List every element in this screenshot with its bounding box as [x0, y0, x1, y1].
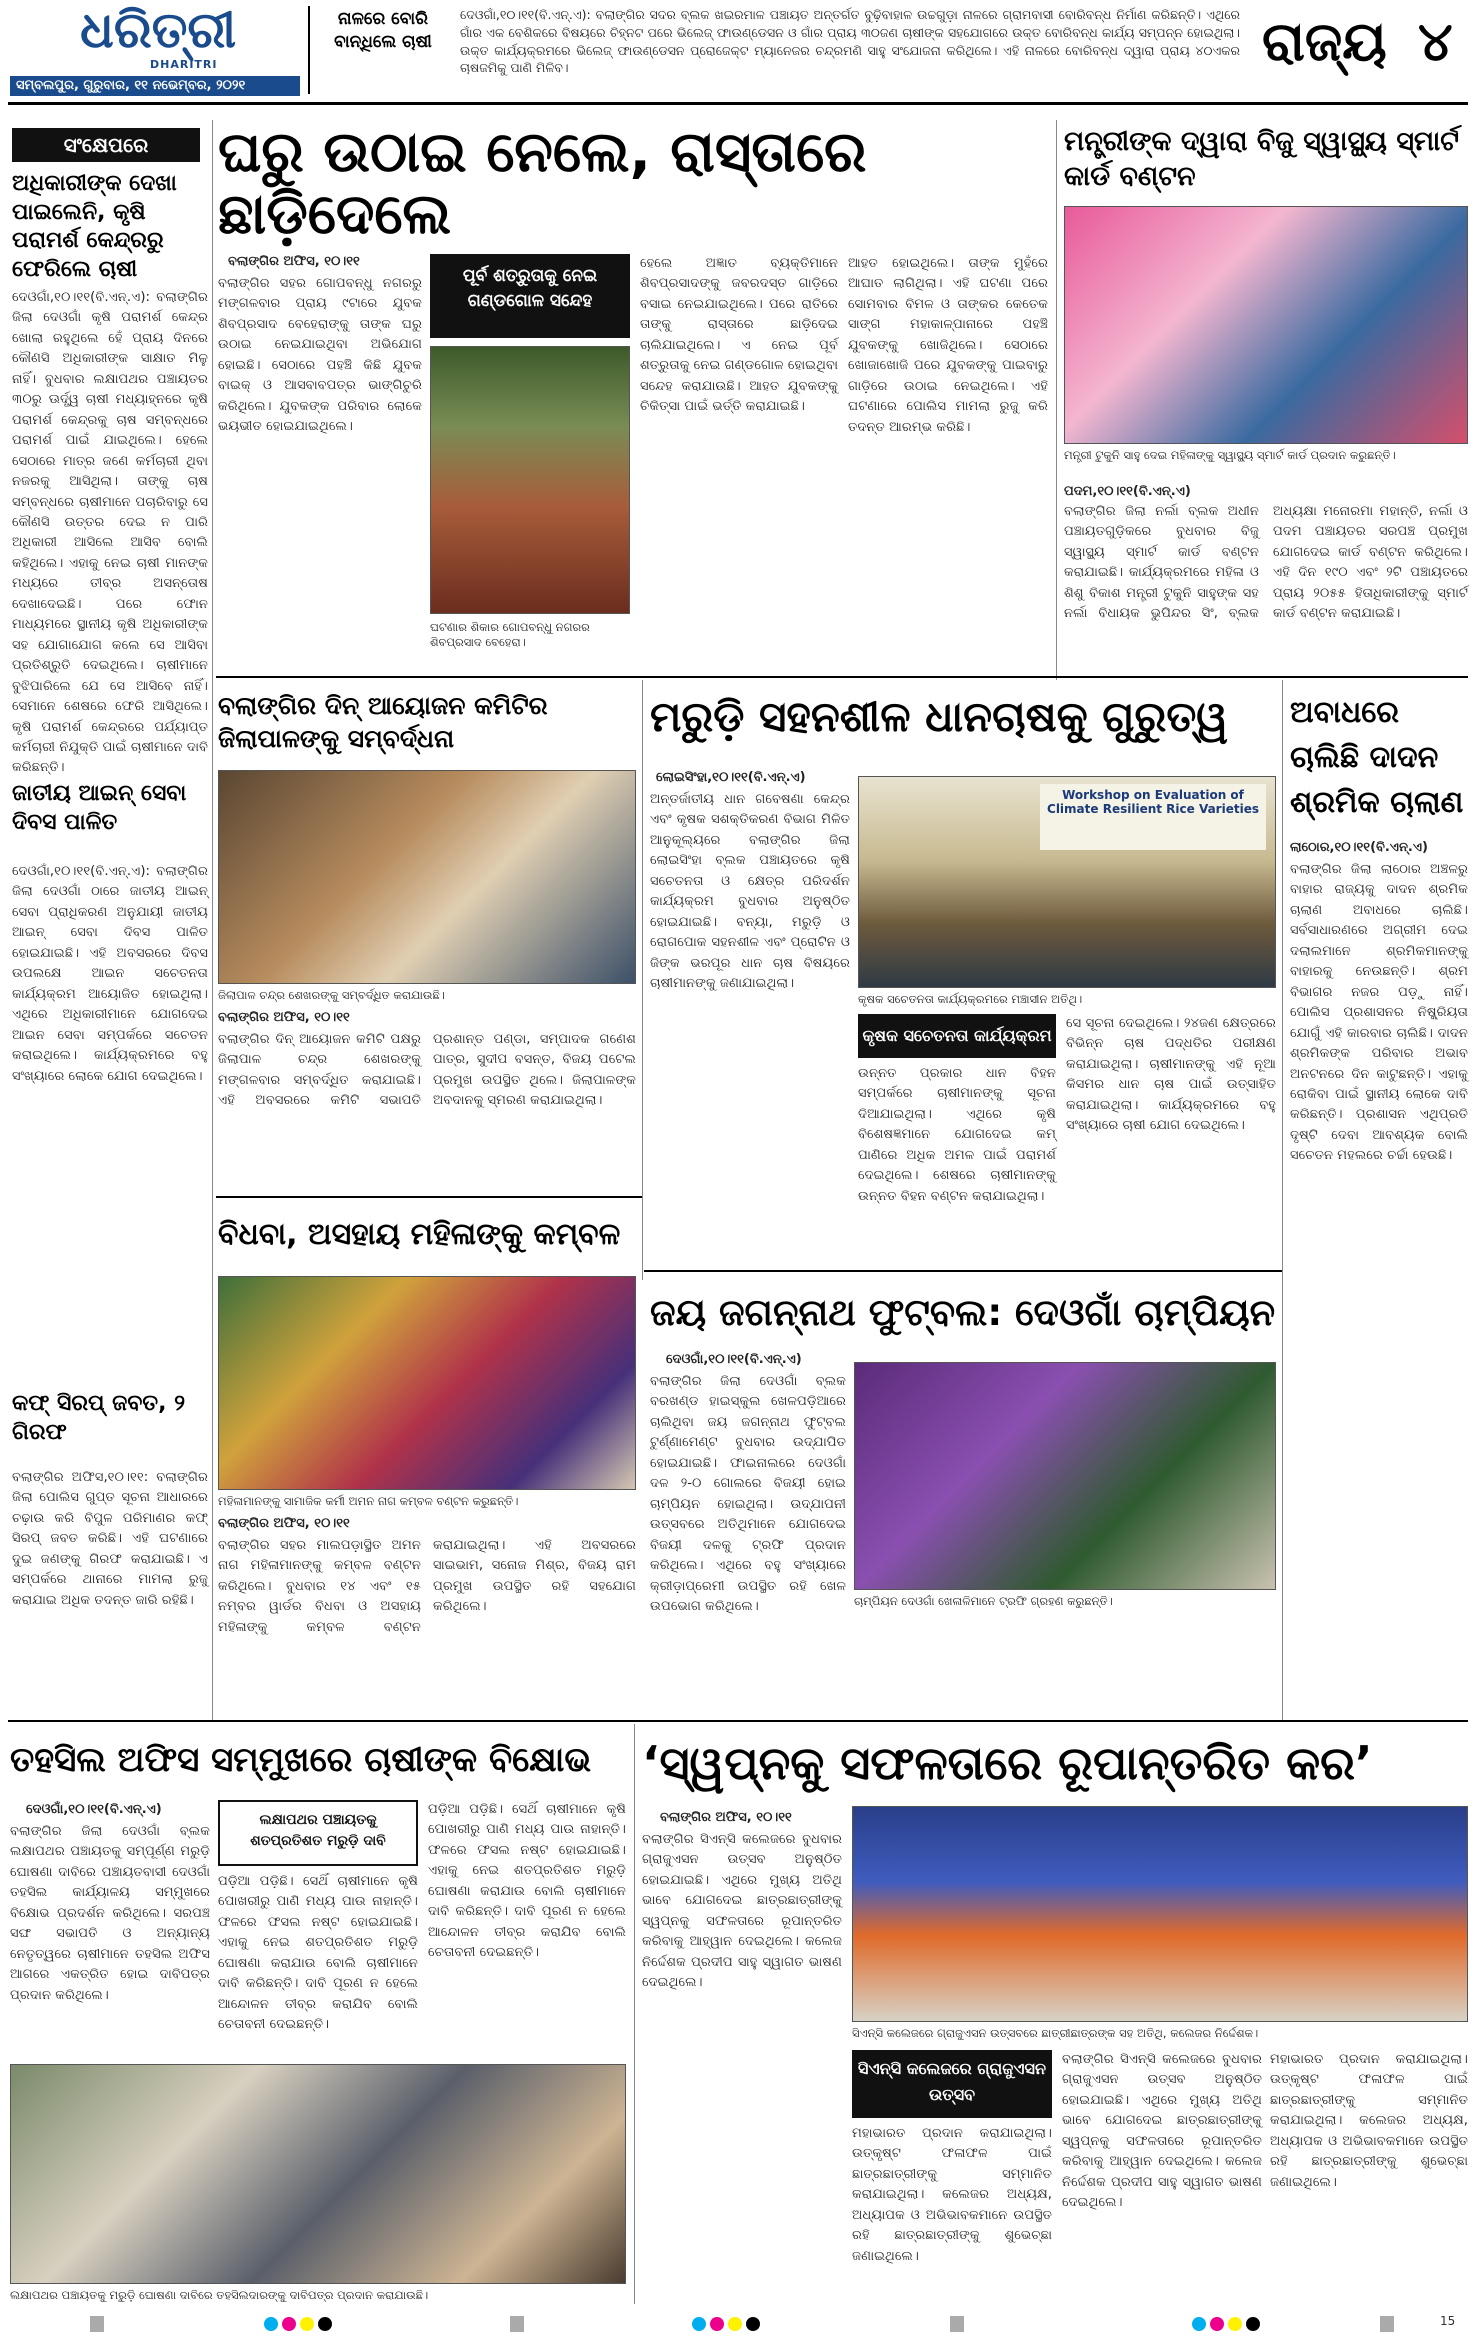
brief-label: ସଂକ୍ଷେପରେ [12, 128, 200, 162]
tahasil-body-2b: ପଡ଼ିଆ ପଡ଼ିଛି। ସେଥିଁ ଚାଷୀମାନେ କୃଷି ପୋଖରୀରୁ ପାଣି ମଧ୍ୟ ପାଉ ନାହାନ୍ତି। ଫଳରେ ଫସଲ ନଷ୍ଟ ହୋଇଯାଇଛି। ଏହାକୁ ନେଇ ଶତପ୍ରତିଶତ ମରୁଡ଼ି ଘୋଷଣା କରାଯାଉ ବୋଲି ଚାଷୀମାନେ ଦାବି କରିଛନ୍ତି। ଦାବି ପୂରଣ ନ ହେଲେ ଆନ୍ଦୋଳନ ତୀବ୍ର କରାଯିବ ବୋଲି ଚେତାବନୀ ଦେଇଛନ୍ତି। [218, 1874, 418, 2033]
lead-dateline: ବଲାଙ୍ଗିର ଅଫିସ, ୧୦।୧୧ [228, 254, 360, 269]
registration-bar-far-right [1380, 2316, 1394, 2332]
health-dateline: ପଦମ,୧୦।୧୧(ବି.ଏନ୍.ଏ) [1064, 484, 1191, 499]
teaser-title: ନାଳରେ ବୋରି ବାନ୍ଧିଲେ ଚାଷୀ [334, 9, 432, 52]
graduation-body-3: ବଲାଙ୍ଗିର ସିଏନ୍‌ସି କଲେଜରେ ବୁଧବାର ଗ୍ରାଜୁଏସନ ଉତ୍ସବ ଅନୁଷ୍ଠିତ ହୋଇଯାଇଛି। ଏଥିରେ ମୁଖ୍ୟ ଅତିଥି ଭାବେ ଯୋଗଦେଇ ଛାତ୍ରଛାତ୍ରୀଙ୍କୁ ସ୍ୱପ୍ନକୁ ସଫଳତାରେ ରୂପାନ୍ତରିତ କରିବାକୁ ଆହ୍ୱାନ ଦେଇଥିଲେ। କଲେଜ ନିର୍ଦ୍ଦେଶକ ପ୍ରଦୀପ ସାହୁ ସ୍ୱାଗତ ଭାଷଣ ଦେଇଥିଲେ। [1062, 2052, 1262, 2211]
graduation-sidebar-box: ସିଏନ୍‌ସି କଲେଜରେ ଗ୍ରାଜୁଏସନ ଉତ୍ସବ [852, 2050, 1052, 2118]
paddy-column-rule [642, 680, 643, 1280]
tahasil-photo [10, 2064, 626, 2284]
tahasil-body-1: ବଲାଙ୍ଗିର ଜିଲା ଦେଓଗାଁ ବ୍ଲକ ଲକ୍ଷାପଥର ପଞ୍ଚାୟତକୁ ସମ୍ପୂର୍ଣ୍ଣ ମରୁଡ଼ି ଘୋଷଣା ଦାବିରେ ପଞ୍ଚାୟତବାସୀ ଦେଓଗାଁ ତହସିଲ କାର୍ଯ୍ୟାଳୟ ସମ୍ମୁଖରେ ବିକ୍ଷୋଭ ପ୍ରଦର୍ଶନ କରିଥିଲେ। ସରପଞ୍ଚ ସଙ୍ଘ ସଭାପତି ଓ ଅନ୍ୟାନ୍ୟ ନେତୃତ୍ୱରେ ଚାଷୀମାନେ ତହସିଲ ଅଫିସ ଆଗରେ ଏକତ୍ରିତ ହୋଇ ଦାବିପତ୍ର ପ୍ରଦାନ କରିଥିଲେ। [10, 1824, 210, 2003]
registration-dots-left [262, 2316, 334, 2335]
page-number-top: ୪ [1418, 10, 1453, 73]
lead-photo [430, 346, 630, 614]
paddy-headline: ମରୁଡ଼ି ସହନଶୀଳ ଧାନଚାଷକୁ ଗୁରୁତ୍ୱ [650, 692, 1228, 741]
registration-bar-right [950, 2316, 964, 2332]
paddy-banner: Workshop on Evaluation of Climate Resilient Rice Varieties [1040, 784, 1266, 850]
collector-photo [218, 770, 636, 984]
paddy-dateline: ଲୋଇସିଂହା,୧୦।୧୧(ବି.ଏନ୍.ଏ) [656, 770, 806, 785]
lead-photo-caption: ଘଟଣାର ଶିକାର ଗୋପବନ୍ଧୁ ନଗରର ଶିବପ୍ରସାଦ ବେହେରା। [430, 620, 590, 649]
paddy-photo-caption: କୃଷକ ସଚେତନତା କାର୍ଯ୍ୟକ୍ରମରେ ମଞ୍ଚାସୀନ ଅତିଥି। [858, 992, 1083, 1006]
masthead [0, 0, 1476, 100]
lead-body-3: ଆହତ ହୋଇଥିଲେ। ତାଙ୍କ ମୁହଁରେ ଆଘାତ ଲାଗିଥିଲା। ଏହି ଘଟଣା ପରେ ସୋମବାର ବିମଳ ଓ ତାଙ୍କର କେତେକ ସାଙ୍ଗ ମହାକାଳ୍ପାନାରେ ପହଞ୍ଚି ଯୁବକଙ୍କୁ ଖୋଜିଥିଲେ। ସେଠାରେ ଖୋଜାଖୋଜି ପରେ ଯୁବକଙ୍କୁ ପାଇବାରୁ ଗାଡ଼ିରେ ଉଠାଇ ନେଇଥିଲେ। ଏହି ଘଟଣାରେ ପୋଲିସ ମାମଲା ରୁଜୁ କରି ତଦନ୍ତ ଆରମ୍ଭ କରିଛି। [848, 256, 1048, 435]
blanket-photo [218, 1276, 636, 1490]
lead-sidebar-box: ପୂର୍ବ ଶତ୍ରୁତାକୁ ନେଇ ଗଣ୍ଡଗୋଳ ସନ୍ଦେହ [430, 254, 630, 338]
graduation-photo-caption: ସିଏନ୍‌ସି କଲେଜରେ ଗ୍ରାଜୁଏସନ ଉତ୍ସବରେ ଛାତ୍ରୀଛାତ୍ରଙ୍କ ସହ ଅତିଥି, କଲେଜର ନିର୍ଦ୍ଦେଶକ। [852, 2026, 1259, 2040]
tahasil-headline: ତହସିଲ ଅଫିସ ସମ୍ମୁଖରେ ଚାଷୀଙ୍କ ବିକ୍ଷୋଭ [10, 1740, 592, 1780]
collector-dateline: ବଲାଙ୍ଗିର ଅଫିସ, ୧୦।୧୧ [218, 1010, 350, 1025]
section-title: ରାଜ୍ୟ [1262, 10, 1387, 73]
graduation-body-4: ମହାଭାରତ ପ୍ରଦାନ କରାଯାଇଥିଲା। ଉତ୍କୃଷ୍ଟ ଫଳାଫଳ ପାଇଁ ଛାତ୍ରଛାତ୍ରୀଙ୍କୁ ସମ୍ମାନିତ କରାଯାଇଥିଲା। କଲେଜର ଅଧ୍ୟକ୍ଷ, ଅଧ୍ୟାପକ ଓ ଅଭିଭାବକମାନେ ଉପସ୍ଥିତ ରହି ଛାତ୍ରଛାତ୍ରୀଙ୍କୁ ଶୁଭେଚ୍ଛା ଜଣାଇଥିଲେ। [1270, 2052, 1468, 2190]
brief-2-title: ଜାତୀୟ ଆଇନ୍ ସେବା ଦିବସ ପାଳିତ [12, 781, 187, 835]
paddy-body-3: ସେ ସୂଚନା ଦେଇଥିଲେ। ୨୪ଜଣ କ୍ଷେତ୍ରରେ ବିଭିନ୍ନ ଚାଷ ପଦ୍ଧତିର ପରୀକ୍ଷଣ କରାଯାଇଥିଲା। ଚାଷୀମାନଙ୍କୁ ଏହି ନୂଆ କିସମର ଧାନ ଚାଷ ପାଇଁ ଉତ୍ସାହିତ କରାଯାଇଥିଲା। କାର୍ଯ୍ୟକ୍ରମରେ ବହୁ ସଂଖ୍ୟାରେ ଚାଷୀ ଯୋଗ ଦେଇଥିଲେ। [1066, 1016, 1276, 1134]
rule-football-top [644, 1270, 1282, 1272]
graduation-photo [852, 1806, 1468, 2022]
masthead-rule [8, 102, 1468, 105]
football-headline: ଜୟ ଜଗନ୍ନାଥ ଫୁଟ୍‌ବଲ: ଦେଓଗାଁ ଚାମ୍ପିୟନ [650, 1291, 1276, 1334]
paddy-body-2: ଉନ୍ନତ ପ୍ରକାର ଧାନ ବିହନ ସମ୍ପର୍କରେ ଚାଷୀମାନଙ୍କୁ ସୂଚନା ଦିଆଯାଇଥିଲା। ଏଥିରେ କୃଷି ବିଶେଷଜ୍ଞମାନେ ଯୋଗଦେଇ କମ୍ ପାଣିରେ ଅଧିକ ଅମଳ ପାଇଁ ପରାମର୍ଶ ଦେଇଥିଲେ। ଶେଷରେ ଚାଷୀମାନଙ୍କୁ ଉନ୍ନତ ବିହନ ବଣ୍ଟନ କରାଯାଇଥିଲା। [858, 1066, 1056, 1204]
logo: ଧରିତ୍ରୀ [80, 1, 237, 59]
rule-row-3 [8, 1720, 1468, 1722]
paddy-body-1: ଅନ୍ତର୍ଜାତୀୟ ଧାନ ଗବେଷଣା କେନ୍ଦ୍ର ଏବଂ କୃଷକ ସଶକ୍ତିକରଣ ବିଭାଗ ମିଳିତ ଆନୁକୂଲ୍ୟରେ ବଲାଙ୍ଗିର ଜିଲା ଲୋଇସିଂହା ବ୍ଲକ ପଞ୍ଚାୟତରେ କୃଷି ସଚେତନତା ଓ କ୍ଷେତ୍ର ପରିଦର୍ଶନ କାର୍ଯ୍ୟକ୍ରମ ବୁଧବାର ଅନୁଷ୍ଠିତ ହୋଇଯାଇଛି। ବନ୍ୟା, ମରୁଡ଼ି ଓ ରୋଗପୋକ ସହନଶୀଳ ଏବଂ ପ୍ରୋଟିନ ଓ ଜିଙ୍କ ଭରପୂର ଧାନ ଚାଷ ବିଷୟରେ ଚାଷୀମାନଙ୍କୁ ଜଣାଯାଇଥିଲା। [650, 792, 850, 992]
registration-dots-right [1190, 2316, 1262, 2335]
labour-dateline: ଲାଠୋର,୧୦।୧୧(ବି.ଏନ୍.ଏ) [1290, 840, 1428, 855]
tahasil-sidebar-box: ଲକ୍ଷାପଥର ପଞ୍ଚାୟତକୁ ଶତପ୍ରତିଶତ ମରୁଡ଼ି ଦାବି [218, 1800, 418, 1866]
brief-1-title: ଅଧିକାରୀଙ୍କ ଦେଖା ପାଇଲେନି, କୃଷି ପରାମର୍ଶ କେନ୍ଦ୍ରରୁ ଫେରିଲେ ଚାଷୀ [12, 171, 177, 282]
rule-row-1 [216, 676, 1468, 678]
blanket-headline: ବିଧବା, ଅସହାୟ ମହିଳାଙ୍କୁ କମ୍ବଳ [218, 1217, 621, 1252]
tahasil-photo-caption: ଲକ୍ଷାପଥର ପଞ୍ଚାୟତକୁ ମରୁଡ଼ି ଘୋଷଣା ଦାବିରେ ତହସିଲଦାରଙ୍କୁ ଦାବିପତ୍ର ପ୍ରଦାନ କରାଯାଉଛି। [10, 2288, 429, 2302]
brief-3-title: କଫ୍ ସିରପ୍ ଜବତ, ୨ ଗିରଫ [12, 1391, 186, 1445]
footer-page-number: 15 [1440, 2314, 1456, 2328]
graduation-headline: ‘ସ୍ୱପ୍ନକୁ ସଫଳତାରେ ରୂପାନ୍ତରିତ କର’ [642, 1736, 1373, 1790]
tahasil-dateline: ଦେଓଗାଁ,୧୦।୧୧(ବି.ଏନ୍.ଏ) [26, 1802, 162, 1817]
labour-headline: ଅବାଧରେ ଚାଲିଛି ଦାଦନ ଶ୍ରମିକ ଚାଲାଣ [1290, 695, 1464, 820]
lead-body-2: ହେଲେ ଅଜ୍ଞାତ ବ୍ୟକ୍ତିମାନେ ଶିବପ୍ରସାଦଙ୍କୁ ଜବରଦସ୍ତ ଗାଡ଼ିରେ ବସାଇ ନେଇଯାଇଥିଲେ। ପରେ ରାତିରେ ତାଙ୍କୁ ରାସ୍ତାରେ ଛାଡ଼ିଦେଇ ଚାଲିଯାଇଥିଲେ। ଏ ନେଇ ପୂର୍ବ ଶତ୍ରୁତାକୁ ନେଇ ଗଣ୍ଡଗୋଳ ହୋଇଥିବା ସନ୍ଦେହ କରାଯାଉଛି। ଆହତ ଯୁବକଙ୍କୁ ଚିକିତ୍ସା ପାଇଁ ଭର୍ତ୍ତି କରାଯାଇଛି। [640, 256, 838, 415]
tahasil-body-2: ପଡ଼ିଆ ପଡ଼ିଛି। ସେଥିଁ ଚାଷୀମାନେ କୃଷି ପୋଖରୀରୁ ପାଣି ମଧ୍ୟ ପାଉ ନାହାନ୍ତି। ଫଳରେ ଫସଲ ନଷ୍ଟ ହୋଇଯାଇଛି। ଏହାକୁ ନେଇ ଶତପ୍ରତିଶତ ମରୁଡ଼ି ଘୋଷଣା କରାଯାଉ ବୋଲି ଚାଷୀମାନେ ଦାବି କରିଛନ୍ତି। ଦାବି ପୂରଣ ନ ହେଲେ ଆନ୍ଦୋଳନ ତୀବ୍ର କରାଯିବ ବୋଲି ଚେତାବନୀ ଦେଇଛନ୍ତି। [428, 1802, 626, 1961]
blanket-photo-caption: ମହିଳାମାନଙ୍କୁ ସାମାଜିକ କର୍ମୀ ଅମନ ନାଗ କମ୍ବଳ ବଣ୍ଟନ କରୁଛନ୍ତି। [218, 1494, 519, 1508]
blanket-body: ବଲାଙ୍ଗିର ସହର ମାଲପଡ଼ାସ୍ଥିତ ଅମନ ନାଗ ମହିଳାମାନଙ୍କୁ କମ୍ବଳ ବଣ୍ଟନ କରିଥିଲେ। ବୁଧବାର ୧୪ ଏବଂ ୧୫ ନମ୍ବର ୱାର୍ଡର ବିଧବା ଓ ଅସହାୟ ମହିଳାଙ୍କୁ କମ୍ବଳ ବଣ୍ଟନ କରାଯାଇଥିଲା। ଏହି ଅବସରରେ ସାଇଭାମ, ସନୋଜ ମିଶ୍ର, ବିଜୟ ରାମ ପ୍ରମୁଖ ଉପସ୍ଥିତ ରହି ସହଯୋଗ କରିଥିଲେ। [218, 1538, 636, 1635]
collector-photo-caption: ଜିଲାପାଳ ଚନ୍ଦ୍ର ଶେଖରଙ୍କୁ ସମ୍ବର୍ଦ୍ଧିତ କରାଯାଉଛି। [218, 988, 445, 1002]
logo-sub: DHARITRI [150, 58, 218, 71]
brief-2-body: ଦେଓଗାଁ,୧୦।୧୧(ବି.ଏନ୍.ଏ): ବଲାଙ୍ଗିର ଜିଲା ଦେଓଗାଁ ଠାରେ ଜାତୀୟ ଆଇନ୍ ସେବା ପ୍ରାଧିକରଣ ଅନୁଯାୟୀ ଜାତୀୟ ଆଇନ୍ ସେବା ଦିବସ ପାଳିତ ହୋଇଯାଇଛି। ଏହି ଅବସରରେ ଦିବସ ଉପଲକ୍ଷେ ଆଇନ ସଚେତନତା କାର୍ଯ୍ୟକ୍ରମ ଆୟୋଜିତ ହୋଇଥିଲା। ଏଥିରେ ଅଧିକାରୀମାନେ ଯୋଗଦେଇ ଆଇନ ସେବା ସମ୍ପର୍କରେ ସଚେତନ କରାଇଥିଲେ। କାର୍ଯ୍ୟକ୍ରମରେ ବହୁ ସଂଖ୍ୟାରେ ଲୋକେ ଯୋଗ ଦେଇଥିଲେ। [12, 864, 208, 1084]
brief-column-rule [212, 120, 213, 1720]
rule-blanket-top [216, 1196, 642, 1198]
registration-bar-left [90, 2316, 104, 2332]
football-body: ବଲାଙ୍ଗିର ଜିଲା ଦେଓଗାଁ ବ୍ଲକ ବରଖଣ୍ଡ ହାଇସ୍କୁଲ ଖେଳପଡ଼ିଆରେ ଚାଲିଥିବା ଜୟ ଜଗନ୍ନାଥ ଫୁଟ୍‌ବଲ ଟୁର୍ଣ୍ଣାମେଣ୍ଟ ବୁଧବାର ଉଦ୍‌ଯାପିତ ହୋଇଯାଇଛି। ଫାଇନାଲରେ ଦେଓଗାଁ ଦଳ ୨-୦ ଗୋଲରେ ବିଜୟୀ ହୋଇ ଚାମ୍ପିୟନ ହୋଇଥିଲା। ଉଦ୍‌ଯାପନୀ ଉତ୍ସବରେ ଅତିଥିମାନେ ଯୋଗଦେଇ ବିଜୟୀ ଦଳକୁ ଟ୍ରଫି ପ୍ରଦାନ କରିଥିଲେ। ଏଥିରେ ବହୁ ସଂଖ୍ୟାରେ କ୍ରୀଡ଼ାପ୍ରେମୀ ଉପସ୍ଥିତ ରହି ଖେଳ ଉପଭୋଗ କରିଥିଲେ। [650, 1374, 846, 1614]
health-photo-caption: ମନ୍ତ୍ରୀ ଟୁକୁନି ସାହୁ ଦେଇ ମହିଳାଙ୍କୁ ସ୍ୱାସ୍ଥ୍ୟ ସ୍ମାର୍ଟ କାର୍ଡ ପ୍ରଦାନ କରୁଛନ୍ତି। [1064, 448, 1396, 462]
labour-body: ବଲାଙ୍ଗିର ଜିଲା ଲାଠୋର ଅଞ୍ଚଳରୁ ବାହାର ରାଜ୍ୟକୁ ଦାଦନ ଶ୍ରମିକ ଚାଲାଣ ଅବାଧରେ ଚାଲିଛି। ସର୍ବସାଧାରଣରେ ଅଗ୍ରୀମ ଦେଇ ଦଲାଲମାନେ ଶ୍ରମିକମାନଙ୍କୁ ବାହାରକୁ ନେଉଛନ୍ତି। ଶ୍ରମ ବିଭାଗର ନଜର ପଡ଼ୁ ନାହିଁ। ପୋଲିସ ପ୍ରଶାସନର ନିଷ୍କ୍ରିୟତା ଯୋଗୁଁ ଏହି କାରବାର ଚାଲିଛି। ଦାଦନ ଶ୍ରମିକଙ୍କ ପରିବାର ଅଭାବ ଅନଟନରେ ଦିନ କାଟୁଛନ୍ତି। ଏହାକୁ ରୋକିବା ପାଇଁ ସ୍ଥାନୀୟ ଲୋକେ ଦାବି କରିଛନ୍ତି। ପ୍ରଶାସନ ଏଥିପ୍ରତି ଦୃଷ୍ଟି ଦେବା ଆବଶ୍ୟକ ବୋଲି ସଚେତନ ମହଲରେ ଚର୍ଚ୍ଚା ହେଉଛି। [1290, 862, 1468, 1164]
labour-column-rule [1282, 680, 1283, 1720]
dateline-bar: ସମ୍ବଲପୁର, ଗୁରୁବାର, ୧୧ ନଭେମ୍ବର, ୨୦୨୧ [10, 76, 300, 96]
registration-bar-mid [510, 2316, 524, 2332]
graduation-dateline: ବଲାଙ୍ଗିର ଅଫିସ, ୧୦।୧୧ [660, 1810, 792, 1825]
graduation-body-1: ବଲାଙ୍ଗିର ସିଏନ୍‌ସି କଲେଜରେ ବୁଧବାର ଗ୍ରାଜୁଏସନ ଉତ୍ସବ ଅନୁଷ୍ଠିତ ହୋଇଯାଇଛି। ଏଥିରେ ମୁଖ୍ୟ ଅତିଥି ଭାବେ ଯୋଗଦେଇ ଛାତ୍ରଛାତ୍ରୀଙ୍କୁ ସ୍ୱପ୍ନକୁ ସଫଳତାରେ ରୂପାନ୍ତରିତ କରିବାକୁ ଆହ୍ୱାନ ଦେଇଥିଲେ। କଲେଜ ନିର୍ଦ୍ଦେଶକ ପ୍ରଦୀପ ସାହୁ ସ୍ୱାଗତ ଭାଷଣ ଦେଇଥିଲେ। [642, 1832, 842, 1991]
brief-1-body: ଦେଓଗାଁ,୧୦।୧୧(ବି.ଏନ୍.ଏ): ବଲାଙ୍ଗିର ଜିଲା ଦେଓଗାଁ କୃଷି ପରାମର୍ଶ କେନ୍ଦ୍ର ଖୋଲା ରହୁଥିଲେ ହେଁ ପ୍ରାୟ ଦିନରେ କୌଣସି ଅଧିକାରୀଙ୍କ ସାକ୍ଷାତ ମିଳୁ ନାହିଁ। ବୁଧବାର ଲକ୍ଷାପଥର ପଞ୍ଚାୟତର ୩୦ରୁ ଊର୍ଦ୍ଧ୍ୱ ଚାଷୀ ମଧ୍ୟାହ୍ନରେ କୃଷି ପରାମର୍ଶ କେନ୍ଦ୍ରକୁ ଚାଷ ସମ୍ବନ୍ଧରେ ପରାମର୍ଶ ପାଇଁ ଯାଇଥିଲେ। ହେଲେ ସେଠାରେ ମାତ୍ର ଜଣେ କର୍ମଚାରୀ ଥିବା ନଜରକୁ ଆସିଥିଲା। ତାଙ୍କୁ ଚାଷ ସମ୍ବନ୍ଧରେ ଚାଷୀମାନେ ପଚାରିବାରୁ ସେ କୌଣସି ଉତ୍ତର ଦେଇ ନ ପାରି ଅଧିକାରୀ ଆସିଲେ ଆସିବ ବୋଲି କହିଥିଲେ। ଏହାକୁ ନେଇ ଚାଷୀ ମାନଙ୍କ ମଧ୍ୟରେ ତୀବ୍ର ଅସନ୍ତୋଷ ଦେଖାଦେଇଛି। ପରେ ଫୋନ ମାଧ୍ୟମରେ ସ୍ଥାନୀୟ କୃଷି ଅଧିକାରୀଙ୍କ ସହ ଯୋଗାଯୋଗ କଲେ ସେ ଆସିବା ପ୍ରତିଶ୍ରୁତି ଦେଇଥିଲେ। ଚାଷୀମାନେ ବୁଝିପାରିଲେ ଯେ ସେ ଆସିବେ ନାହିଁ। ସେମାନେ ଶେଷରେ ଫେରି ଆସିଥିଲେ। କୃଷି ପରାମର୍ଶ କେନ୍ଦ୍ରରେ ପର୍ଯ୍ୟାପ୍ତ କର୍ମଚାରୀ ନିଯୁକ୍ତି ପାଇଁ ଚାଷୀମାନେ ଦାବି କରିଛନ୍ତି। [12, 290, 208, 776]
football-photo-caption: ଚାମ୍ପିୟନ ଦେଓଗାଁ ଖେଳାଳିମାନେ ଟ୍ରଫି ଗ୍ରହଣ କରୁଛନ୍ତି। [854, 1594, 1113, 1608]
graduation-column-rule [634, 1724, 635, 2304]
health-photo [1064, 206, 1468, 444]
health-headline: ମନ୍ତ୍ରୀଙ୍କ ଦ୍ୱାରା ବିଜୁ ସ୍ୱାସ୍ଥ୍ୟ ସ୍ମାର୍ଟ କାର୍ଡ ବଣ୍ଟନ [1064, 126, 1459, 193]
collector-body: ବଲାଙ୍ଗିର ଦିନ୍ ଆୟୋଜନ କମିଟି ପକ୍ଷରୁ ଜିଲାପାଳ ଚନ୍ଦ୍ର ଶେଖରଙ୍କୁ ମଙ୍ଗଳବାର ସମ୍ବର୍ଦ୍ଧିତ କରାଯାଇଛି। ଏହି ଅବସରରେ କମିଟି ସଭାପତି ପ୍ରଶାନ୍ତ ପଣ୍ଡା, ସମ୍ପାଦକ ଗଣେଶ ପାତ୍ର, ସୁଦୀପ ବସନ୍ତ, ବିଜୟ ପଟେଲ ପ୍ରମୁଖ ଉପସ୍ଥିତ ଥିଲେ। ଜିଲାପାଳଙ୍କ ଅବଦାନକୁ ସ୍ମରଣ କରାଯାଇଥିଲା। [218, 1032, 636, 1109]
health-column-rule [1056, 120, 1057, 680]
registration-dots-mid [690, 2316, 762, 2335]
graduation-body-2: ମହାଭାରତ ପ୍ରଦାନ କରାଯାଇଥିଲା। ଉତ୍କୃଷ୍ଟ ଫଳାଫଳ ପାଇଁ ଛାତ୍ରଛାତ୍ରୀଙ୍କୁ ସମ୍ମାନିତ କରାଯାଇଥିଲା। କଲେଜର ଅଧ୍ୟକ୍ଷ, ଅଧ୍ୟାପକ ଓ ଅଭିଭାବକମାନେ ଉପସ୍ଥିତ ରହି ଛାତ୍ରଛାତ୍ରୀଙ୍କୁ ଶୁଭେଚ୍ଛା ଜଣାଇଥିଲେ। [852, 2126, 1052, 2264]
footer [0, 2310, 1476, 2339]
blanket-dateline: ବଲାଙ୍ଗିର ଅଫିସ, ୧୦।୧୧ [218, 1516, 350, 1531]
paddy-sidebar-box: କୃଷକ ସଚେତନତା କାର୍ଯ୍ୟକ୍ରମ [858, 1014, 1056, 1058]
masthead-divider [308, 6, 310, 94]
football-dateline: ଦେଓଗାଁ,୧୦।୧୧(ବି.ଏନ୍.ଏ) [666, 1352, 802, 1367]
teaser-body: ଦେଓଗାଁ,୧୦।୧୧(ବି.ଏନ୍.ଏ): ବଲାଙ୍ଗିର ସଦର ବ୍ଲକ ଖଇରମାଳ ପଞ୍ଚାୟତ ଅନ୍ତର୍ଗତ ବୁଢ଼ିବାହାଳ ଉଚ୍ଚଗୁଡ଼ା ନାଳରେ ଗ୍ରାମବାସୀ ବୋରିବନ୍ଧ ନିର୍ମାଣ କରିଛନ୍ତି। ଏଥିରେ ଗାଁର ଏକ ବେଶିକରେ ବିଷୟରେ ଚିହ୍ନଟ ପରେ ଭିଲେଜ୍ ଫାଉଣ୍ଡେସନ ଓ ଗାଁର ପ୍ରାୟ ୩୦ଜଣ ଚାଷୀଙ୍କ ସହଯୋଗରେ ଉକ୍ତ ବୋରିବନ୍ଧ କାର୍ଯ୍ୟ ସମ୍ପନ୍ନ ହୋଇଥିଲା। ଉକ୍ତ କାର୍ଯ୍ୟକ୍ରମରେ ଭିଲେଜ୍ ଫାଉଣ୍ଡେସନ ପ୍ରୋଜେକ୍ଟ ମ୍ୟାନେଜର ଚନ୍ଦ୍ରମଣି ସାହୁ ସଂଯୋଜନା କରିଥିଲେ। ଏହି ନାଳରେ ବୋରିବନ୍ଧ ଦ୍ୱାରା ପ୍ରାୟ ୪୦ଏକର ଚାଷଜମିକୁ ପାଣି ମିଳିବ। [460, 7, 1240, 76]
health-body: ବଲାଙ୍ଗିର ଜିଲା ନର୍ଲା ବ୍ଲକ ଅଧୀନ ପଞ୍ଚାୟତଗୁଡ଼ିକରେ ବୁଧବାର ବିଜୁ ସ୍ୱାସ୍ଥ୍ୟ ସ୍ମାର୍ଟ କାର୍ଡ ବଣ୍ଟନ କରାଯାଇଛି। କାର୍ଯ୍ୟକ୍ରମରେ ମହିଳା ଓ ଶିଶୁ ବିକାଶ ମନ୍ତ୍ରୀ ଟୁକୁନି ସାହୁଙ୍କ ସହ ନର୍ଲା ବିଧାୟକ ଭୁପିନ୍ଦର ସିଂ, ବ୍ଲକ ଅଧ୍ୟକ୍ଷା ମନୋରମା ମହାନ୍ତି, ନର୍ଲା ଓ ପଦମ ପଞ୍ଚାୟତର ସରପଞ୍ଚ ପ୍ରମୁଖ ଯୋଗଦେଇ କାର୍ଡ ବଣ୍ଟନ କରିଥିଲେ। ଏହି ଦିନ ୧୯୦ ଏବଂ ୨ଟି ପଞ୍ଚାୟତରେ ପ୍ରାୟ ୨୦୫୫ ହିତାଧିକାରୀଙ୍କୁ ସ୍ମାର୍ଟ କାର୍ଡ ବଣ୍ଟନ କରାଯାଇଛି। [1064, 504, 1468, 622]
football-photo [854, 1362, 1276, 1590]
lead-body-1: ବଲାଙ୍ଗିର ସହର ଗୋପବନ୍ଧୁ ନଗରରୁ ମଙ୍ଗଳବାର ପ୍ରାୟ ୯ଟାରେ ଯୁବକ ଶିବପ୍ରସାଦ ବେହେରାଙ୍କୁ ତାଙ୍କ ଘରୁ ଉଠାଇ ନେଇଯାଇଥିବା ଅଭିଯୋଗ ହୋଇଛି। ସେଠାରେ ପହଞ୍ଚି କିଛି ଯୁବକ ବାଇକ୍ ଓ ଆସବାବପତ୍ର ଭାଙ୍ଗିଚୁରି କରିଥିଲେ। ଯୁବକଙ୍କ ପରିବାର ଲୋକେ ଭୟଭୀତ ହୋଇଯାଇଥିଲେ। [218, 276, 422, 435]
brief-3-body: ବଲାଙ୍ଗିର ଅଫିସ,୧୦।୧୧: ବଲାଙ୍ଗିର ଜିଲା ପୋଲିସ ଗୁପ୍ତ ସୂଚନା ଆଧାରରେ ଚଢ଼ାଉ କରି ବିପୁଳ ପରିମାଣର କଫ୍ ସିରପ୍ ଜବତ କରିଛି। ଏହି ଘଟଣାରେ ଦୁଇ ଜଣଙ୍କୁ ଗିରଫ କରାଯାଇଛି। ଏ ସମ୍ପର୍କରେ ଥାନାରେ ମାମଲା ରୁଜୁ କରାଯାଇ ଅଧିକ ତଦନ୍ତ ଜାରି ରହିଛି। [12, 1470, 208, 1608]
collector-headline: ବଲାଙ୍ଗିର ଦିନ୍ ଆୟୋଜନ କମିଟିର ଜିଲାପାଳଙ୍କୁ ସମ୍ବର୍ଦ୍ଧନା [218, 691, 548, 753]
lead-headline: ଘରୁ ଉଠାଇ ନେଲେ, ରାସ୍ତାରେ ଛାଡ଼ିଦେଲେ [218, 120, 867, 247]
